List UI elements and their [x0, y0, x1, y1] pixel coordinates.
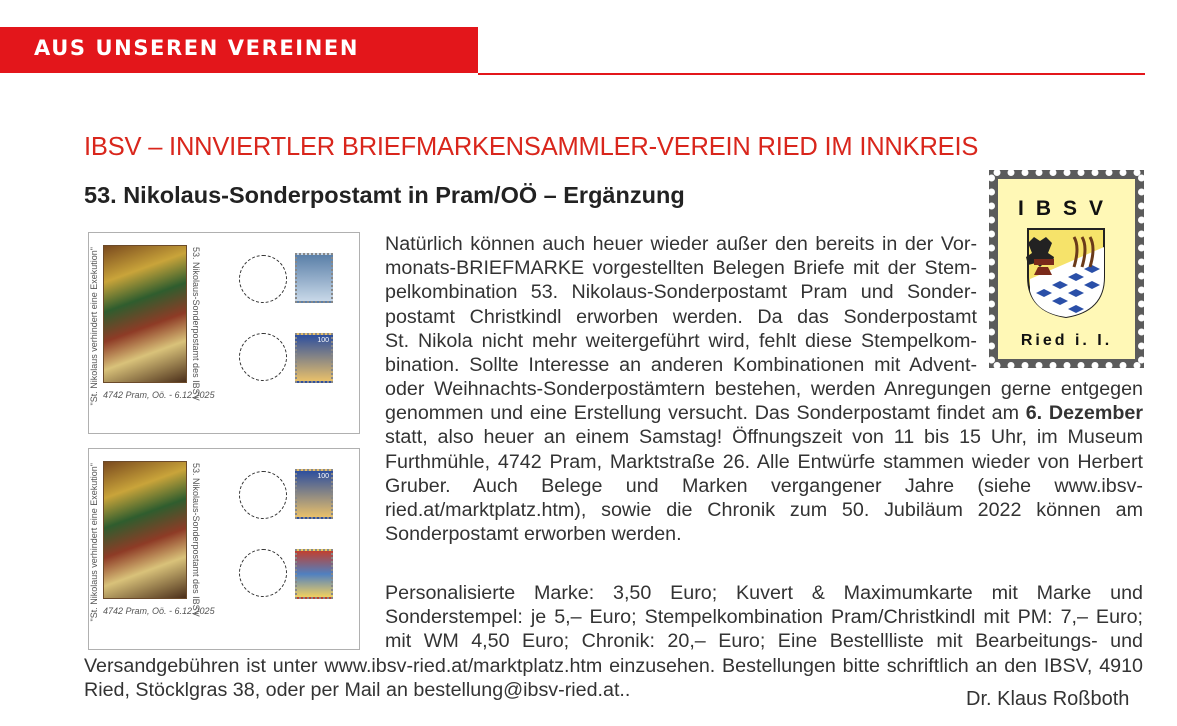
coat-of-arms-icon: [1026, 227, 1106, 319]
text-line: Versandgebühren ist unter www.ibsv-ried.at/marktplatz.htm einzusehen. Bestellungen bitte schriftlich an den IBSV, 4910: [84, 655, 1143, 677]
paragraph-1: [385, 232, 977, 377]
article-title: 53. Nikolaus-Sonderpostamt in Pram/OÖ – Ergänzung: [84, 182, 685, 208]
postmark-icon: [239, 255, 287, 303]
text-line: monats-BRIEFMARKE vorgestellten Belegen Briefe mit der Stem-: [385, 257, 977, 280]
author-name: Dr. Klaus Roßboth: [966, 688, 1130, 710]
text-line: St. Nikola nicht mehr weitergeführt wird, fehlt diese Stempelkom-: [385, 329, 977, 352]
stamp-value: 100: [317, 473, 329, 480]
ibsv-logo-stamp: [989, 170, 1144, 368]
cover-card-2: [88, 448, 360, 650]
postmark-icon: [239, 333, 287, 381]
postage-stamp: [295, 333, 333, 383]
postmark-icon: [239, 549, 287, 597]
card-left-caption: "St. Nikolaus verhindert eine Exekution": [89, 247, 99, 406]
text-line: mit WM 4,50 Euro; Chronik: 20,– Euro; Eine Bestellliste mit Bearbeitungs- und: [385, 630, 1143, 653]
date-emphasis: 6. Dezember: [1025, 402, 1143, 425]
text-run: statt, also heuer an einem Samstag! Öffnungszeit von 11 bis 15 Uhr, im Museum Furthmühle, 4742 Pram, Marktstraße 26. Alle Entwürfe stammen wieder von Herbert Gruber. Auch Belege und Marken vergangener Jahre (siehe www.ibsv-ried.at/marktplatz.htm), sowie die Chronik zum 50. Jubiläum 2022 können am Sonderpostamt erworben werden.: [385, 426, 1143, 546]
paragraph-2: [385, 581, 1143, 654]
text-line: pelkombination 53. Nikolaus-Sonderpostamt Pram und Sonder-: [385, 281, 977, 304]
text-line: Natürlich können auch heuer wieder außer den bereits in der Vor-: [385, 233, 977, 255]
text-line: Personalisierte Marke: 3,50 Euro; Kuvert & Maximumkarte mit Marke und: [385, 582, 1143, 604]
logo-face: [998, 179, 1135, 359]
paragraph-1-continued: [385, 377, 1143, 546]
text-line: Sonderstempel: je 5,– Euro; Stempelkombination Pram/Christkindl mit PM: 7,– Euro;: [385, 606, 1143, 629]
logo-top-text: IBSV: [1017, 197, 1115, 220]
postage-stamp: [295, 253, 333, 303]
stamp-value: 100: [317, 337, 329, 344]
club-heading: IBSV – INNVIERTLER BRIEFMARKENSAMMLER-VEREIN RIED IM INNKREIS: [84, 133, 979, 161]
stained-glass-image: [103, 461, 187, 599]
header-rule: [478, 73, 1145, 75]
card-place-date: 4742 Pram, Oö. - 6.12.2025: [103, 606, 215, 616]
card-place-date: 4742 Pram, Oö. - 6.12.2025: [103, 390, 215, 400]
perforation-icon: [989, 170, 1144, 179]
text-line: postamt Christkindl erworben werden. Da das Sonderpostamt: [385, 305, 977, 328]
card-right-caption: 53. Nikolaus-Sonderpostamt des IBSV: [191, 463, 201, 617]
logo-bottom-text: Ried i. I.: [1020, 332, 1113, 349]
text-line: bination. Sollte Interesse an anderen Kombinationen mit Advent-: [385, 354, 977, 377]
section-label: AUS UNSEREN VEREINEN: [34, 36, 360, 60]
cover-card-1: [88, 232, 360, 434]
postage-stamp: [295, 469, 333, 519]
section-banner: [0, 27, 478, 73]
card-right-caption: 53. Nikolaus-Sonderpostamt des IBSV: [191, 247, 201, 401]
stained-glass-image: [103, 245, 187, 383]
postmark-icon: [239, 471, 287, 519]
card-left-caption: "St. Nikolaus verhindert eine Exekution": [89, 463, 99, 622]
text-line: Ried, Stöcklgras 38, oder per Mail an bestellung@ibsv-ried.at..: [84, 679, 631, 702]
text-run: oder Weihnachts-Sonderpostämtern bestehen, werden Anregungen gerne entgegen genommen und eine Erstellung versucht. Das Sonderpostamt findet am: [385, 378, 1143, 425]
postage-stamp: [295, 549, 333, 599]
